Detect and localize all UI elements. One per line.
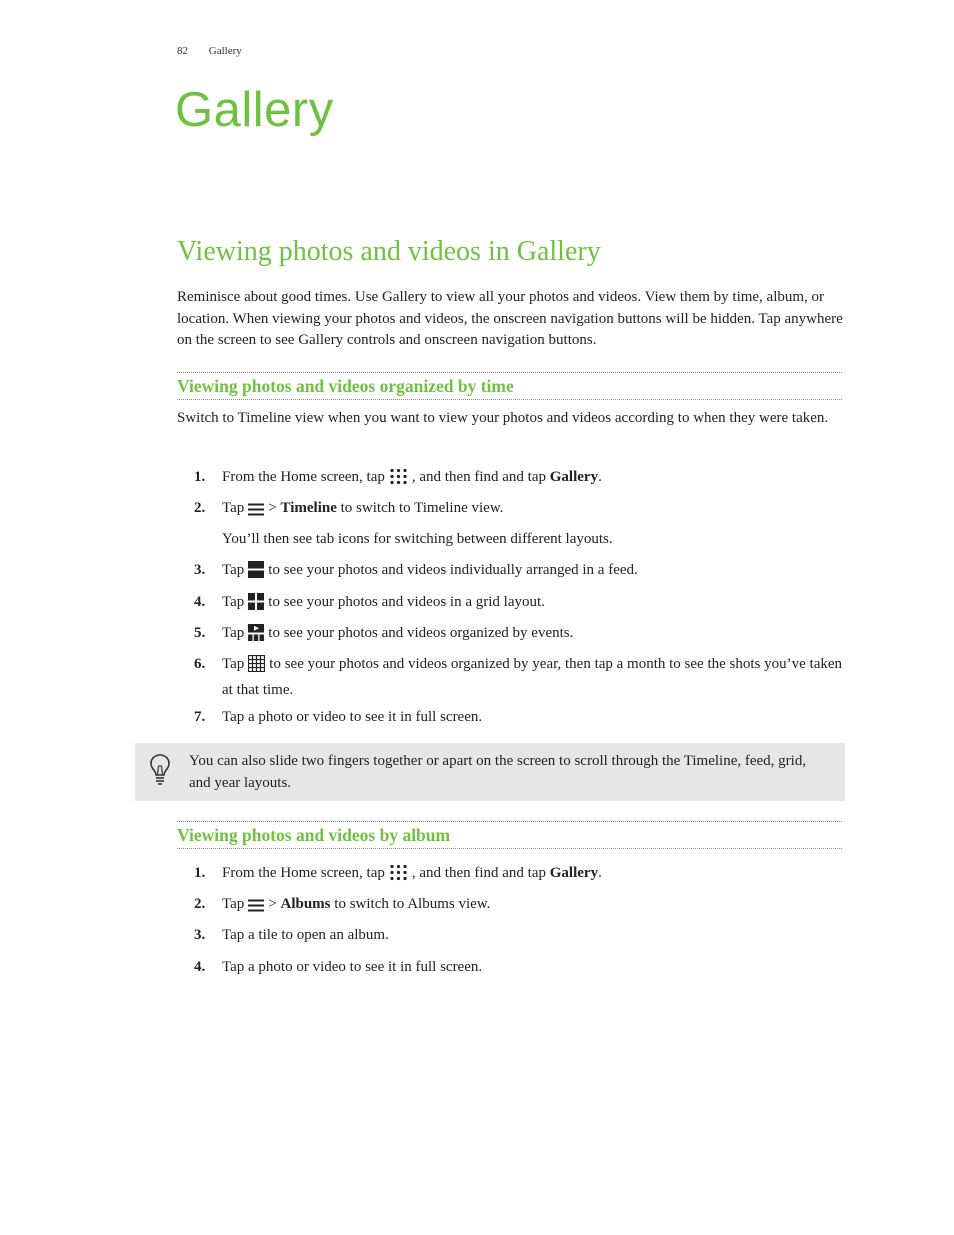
step-text: Tap to see your photos and videos individually arranged in a feed. [222, 559, 844, 585]
step-number: 7. [194, 709, 206, 725]
step-text: Tap a photo or video to see it in full screen. [222, 709, 483, 725]
year-layout-icon [248, 655, 265, 679]
tip-box [135, 743, 845, 801]
menu-icon [248, 897, 264, 919]
intro-paragraph: Reminisce about good times. Use Gallery to view all your photos and videos. View them by time, album, or location. When viewing your photos and videos, the onscreen navigation buttons will be hidden. Tap anywhere on the screen to see Gallery controls and onscreen navigation buttons. [177, 289, 843, 349]
page-number: 82 [177, 45, 188, 57]
feed-layout-icon [248, 561, 264, 585]
step-text: From the Home screen, tap , and then find and tap Gallery. [222, 862, 844, 888]
step-number: 5. [194, 625, 206, 641]
subsection-by-album [177, 821, 842, 849]
apps-grid-icon [389, 468, 408, 492]
apps-grid-icon [389, 864, 408, 888]
step-number: 2. [194, 500, 206, 516]
by-time-intro: Switch to Timeline view when you want to view your photos and videos according to when they were taken. [177, 410, 829, 426]
step-text: Tap > Albums to switch to Albums view. [222, 893, 844, 919]
step-number: 1. [194, 469, 206, 485]
grid-layout-icon [248, 593, 264, 617]
step-number: 1. [194, 865, 206, 881]
step-text: Tap > Timeline to switch to Timeline view. [222, 497, 844, 523]
running-section: Gallery [208, 45, 242, 57]
menu-icon [248, 501, 264, 523]
events-layout-icon [248, 624, 264, 648]
lightbulb-icon [149, 753, 171, 790]
subsection-heading: Viewing photos and videos organized by time [177, 376, 514, 396]
chapter-title: Gallery [175, 83, 334, 137]
step-number: 3. [194, 562, 206, 578]
tip-text: You can also slide two fingers together or apart on the screen to scroll through the Timeline, feed, grid, and year layouts. [189, 753, 807, 791]
step-number: 2. [194, 896, 206, 912]
step-number: 3. [194, 927, 206, 943]
subsection-heading: Viewing photos and videos by album [177, 825, 451, 845]
step-text: Tap a tile to open an album. [222, 927, 389, 943]
step-text: From the Home screen, tap , and then find and tap Gallery. [222, 466, 844, 492]
step-text: Tap to see your photos and videos organized by year, then tap a month to see the shots you’ve taken at that time. [222, 656, 843, 698]
section-title: Viewing photos and videos in Gallery [177, 236, 601, 267]
step-number: 4. [194, 594, 206, 610]
step-text: Tap a photo or video to see it in full screen. [222, 959, 483, 975]
running-header [177, 45, 242, 57]
step-text: Tap to see your photos and videos in a grid layout. [222, 591, 844, 617]
step-text: Tap to see your photos and videos organized by events. [222, 622, 844, 648]
step-number: 4. [194, 959, 206, 975]
step-number: 6. [194, 656, 206, 672]
subsection-by-time [177, 372, 842, 400]
step-note: You’ll then see tab icons for switching between different layouts. [222, 531, 613, 547]
